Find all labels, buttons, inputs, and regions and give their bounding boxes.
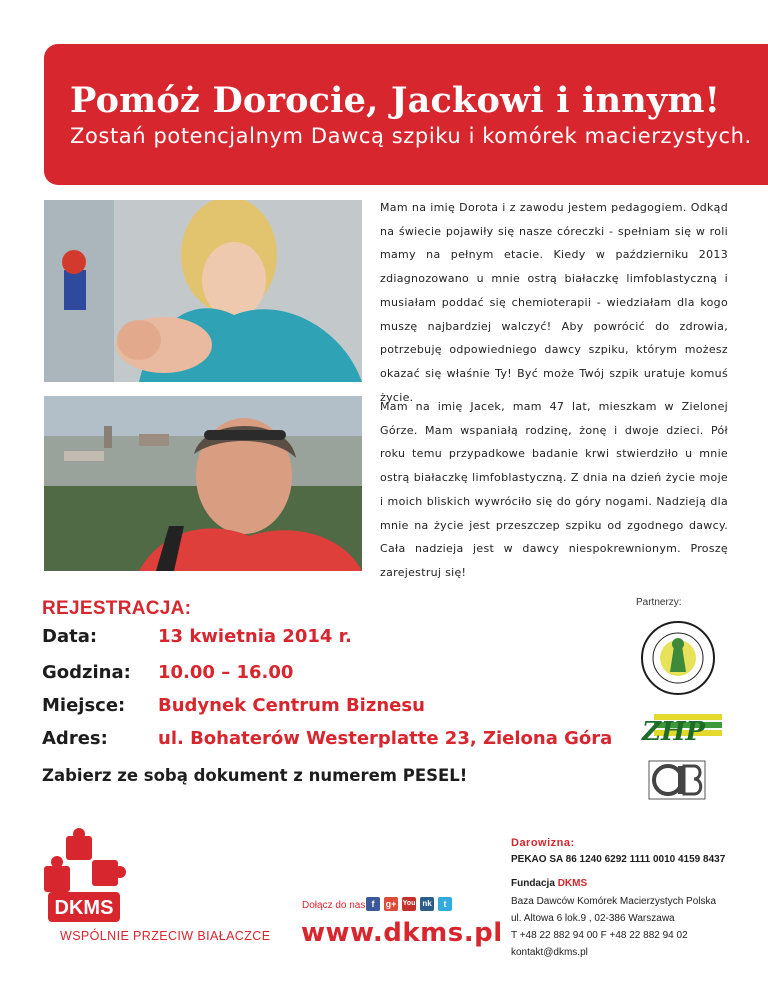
twitter-icon[interactable]: t <box>438 897 452 911</box>
address-line-2: ul. Altowa 6 lok.9 , 02-386 Warszawa <box>511 913 675 924</box>
story-dorota: Mam na imię Dorota i z zawodu jestem pedagogiem. Odkąd na świecie pojawiły się nasze córeczki - spełniam się w roli mamy na pełnym etacie. Kiedy w październiku 2013 zdiagnozowano u mnie ostrą białaczkę limfoblastyczną i musiałam poddać się chemioterapii - wiedziałam dla kogo muszę najbardziej walczyć! Aby powrócić do zdrowia, potrzebuję odpowiedniego dawcy szpiku, którym możesz okazać się właśnie Ty! Być może Twój szpik uratuje komuś życie. <box>380 201 728 404</box>
address-line-1: Baza Dawców Komórek Macierzystych Polska <box>511 896 717 907</box>
svg-text:ZHP: ZHP <box>642 717 706 746</box>
email-link[interactable]: kontakt@dkms.pl <box>511 947 588 958</box>
header-banner <box>44 44 768 185</box>
dkms-logo <box>40 826 140 931</box>
place-label: Miejsce: <box>42 695 126 716</box>
place-value: Budynek Centrum Biznesu <box>158 695 425 716</box>
foundation-prefix: Fundacja <box>511 878 555 889</box>
foundation-name: DKMS <box>557 878 588 889</box>
date-label: Data: <box>42 626 98 647</box>
registration-heading: REJESTRACJA: <box>42 598 192 619</box>
youtube-icon[interactable]: You <box>402 897 416 911</box>
photo-jacek <box>44 396 362 571</box>
phone-fax: T +48 22 882 94 00 F +48 22 882 94 02 <box>511 930 688 941</box>
address-label: Adres: <box>42 728 108 749</box>
date-value: 13 kwietnia 2014 r. <box>158 626 352 647</box>
foundation-line <box>511 878 587 889</box>
partner-logo-hdk <box>640 620 716 701</box>
photo-dorota <box>44 200 362 382</box>
time-label: Godzina: <box>42 662 131 683</box>
page-subtitle: Zostań potencjalnym Dawcą szpiku i komórek macierzystych. <box>70 124 752 148</box>
page-title: Pomóż Dorocie, Jackowi i innym! <box>70 80 721 121</box>
donation-heading: Darowizna: <box>511 837 575 849</box>
google-plus-icon[interactable]: g+ <box>385 899 397 909</box>
time-value: 10.00 – 16.00 <box>158 662 294 683</box>
partner-logo-zhp <box>640 708 722 751</box>
join-us-label: Dołącz do nas <box>302 900 366 911</box>
facebook-icon[interactable]: f <box>366 897 380 911</box>
partners-label: Partnerzy: <box>636 597 682 608</box>
website-link[interactable]: www.dkms.pl <box>301 918 503 948</box>
nk-icon[interactable]: nk <box>420 897 434 911</box>
bank-account: PEKAO SA 86 1240 6292 1111 0010 4159 8437 <box>511 854 726 865</box>
pesel-reminder: Zabierz ze sobą dokument z numerem PESEL! <box>42 766 468 785</box>
partner-logo-cb <box>648 760 706 805</box>
address-value: ul. Bohaterów Westerplatte 23, Zielona Góra <box>158 728 613 749</box>
dkms-slogan: WSPÓLNIE PRZECIW BIAŁACZCE <box>60 929 271 943</box>
dkms-logo-text: DKMS <box>54 897 114 919</box>
story-jacek: Mam na imię Jacek, mam 47 lat, mieszkam w Zielonej Górze. Mam wspaniałą rodzinę, żonę i dwoje dzieci. Pół roku temu przypadkowe badanie krwi stwierdziło u mnie ostrą białaczkę limfoblastyczną. Z dnia na dzień życie moje i moich bliskich wywróciło się do góry nogami. Nadzieją dla mnie na życie jest przeszczep szpiku od zgodnego dawcy. Cała nadzieja jest w dawcy niespokrewnionym. Proszę zarejestruj się! <box>380 400 728 579</box>
